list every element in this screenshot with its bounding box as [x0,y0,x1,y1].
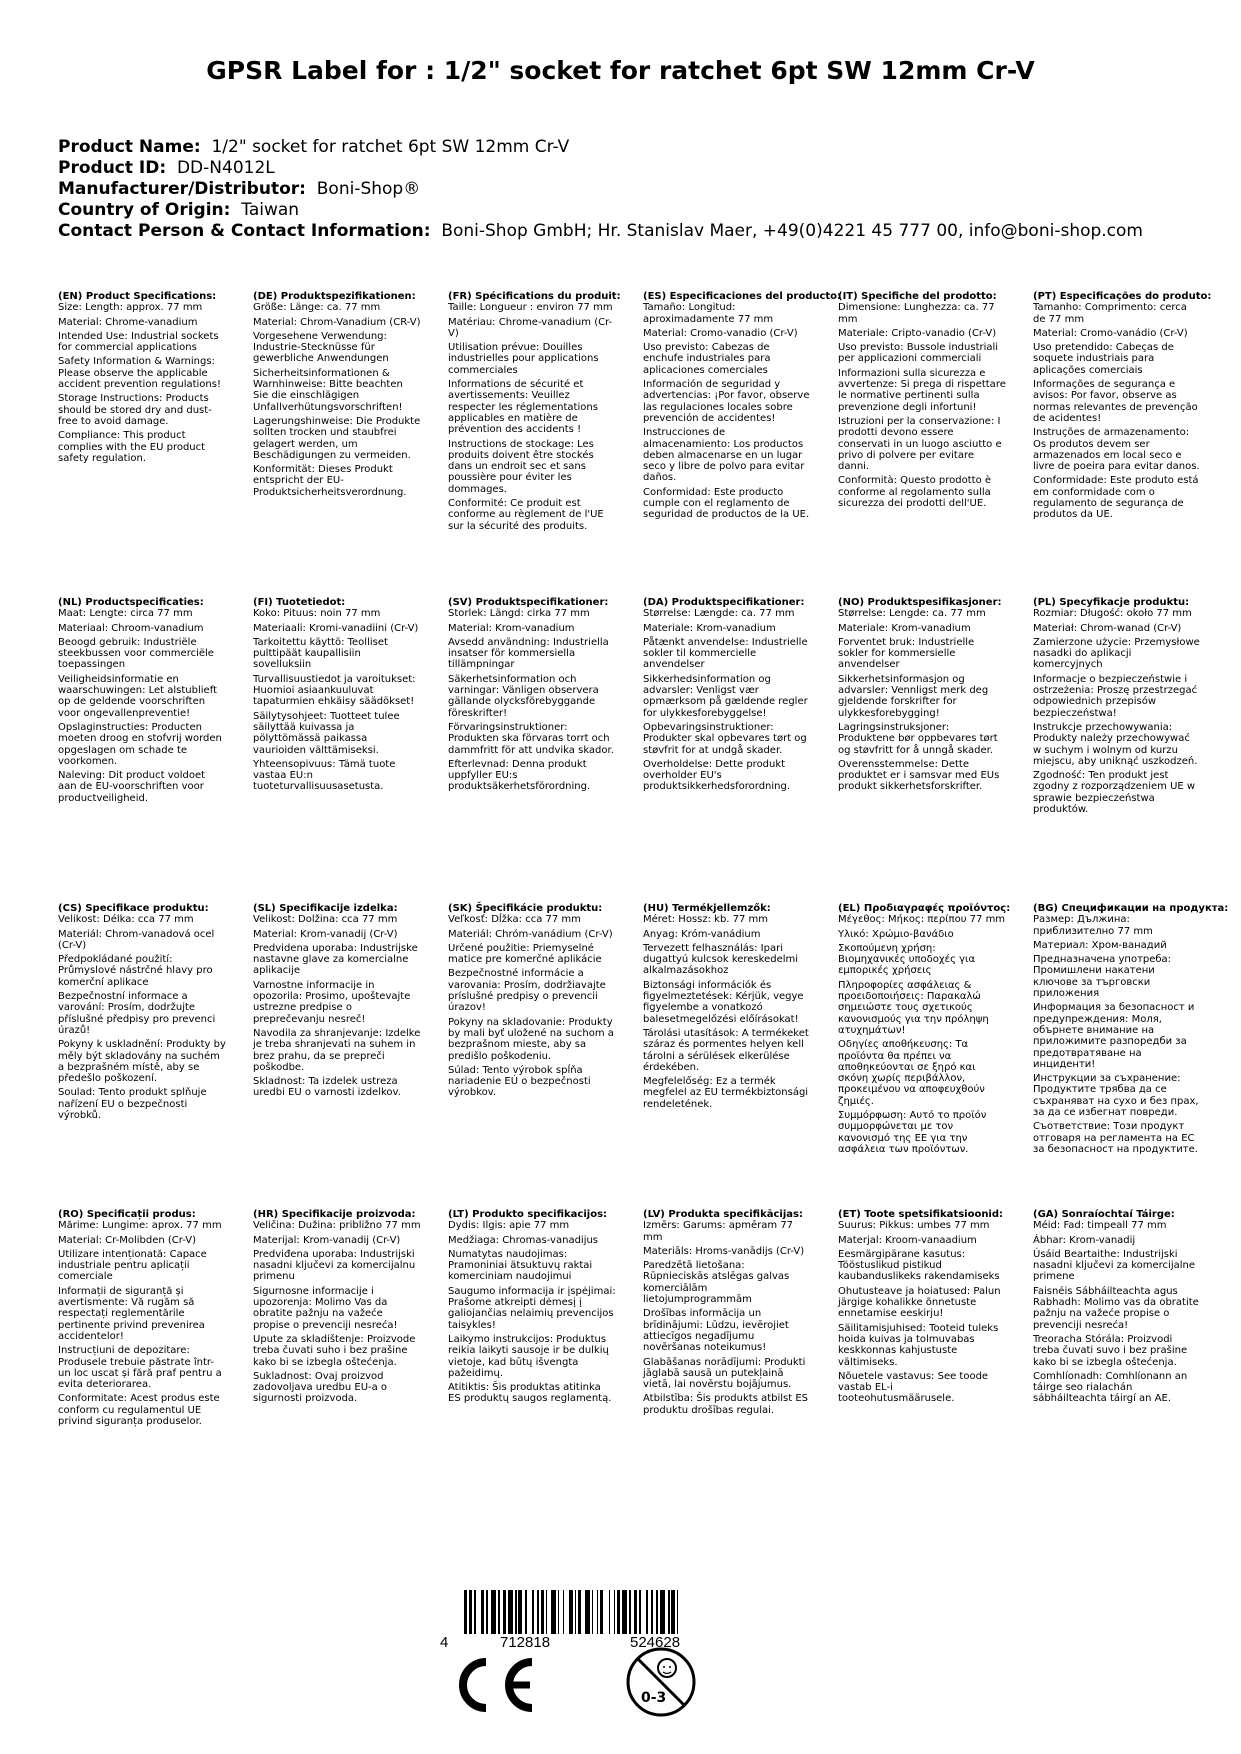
svg-text:0-3: 0-3 [641,1690,667,1706]
language-paragraph: Συμμόρφωση: Αυτό το προϊόν συμμορφώνεται με τον κανονισμό της ΕΕ για την ασφάλεια των προϊόντων. [838,1110,987,1155]
language-paragraph: Efterlevnad: Denna produkt uppfyller EU:s produktsäkerhetsförordning. [448,758,591,793]
language-paragraph: Materiale: Cripto-vanadio (Cr-V) [838,327,997,339]
ce-mark-icon [450,1656,538,1714]
barcode-bar [498,1590,500,1634]
language-paragraph: Informacje o bezpieczeństwie i ostrzeżenia: Proszę przestrzegać odpowiednich przepisów bezpieczeństwa! [1033,673,1198,719]
language-paragraph: Nõuetele vastavus: See toode vastab EL-i tooteohutusmäärusele. [838,1370,989,1405]
barcode-digit-first: 4 [440,1634,449,1651]
language-paragraph: Säkerhetsinformation och varningar: Vänligen observera gällande olycksförebyggande föreskrifter! [448,673,599,719]
barcode-bar [469,1590,472,1634]
language-paragraph: Lagerungshinweise: Die Produkte sollten trocken und staubfrei gelagert werden, um Beschädigungen zu vermeiden. [253,415,421,461]
language-paragraph: Instrukcje przechowywania: Produkty należy przechowywać w suchym i wolnym od kurzu miejscu, aby uniknąć uszkodzeń. [1033,721,1198,767]
language-block [253,903,421,1102]
language-block [58,1209,226,1430]
barcode-bar [525,1590,527,1634]
language-paragraph: Suurus: Pikkus: umbes 77 mm [838,1220,990,1232]
language-grid [58,291,1238,1491]
language-block [58,597,226,807]
language-paragraph: Material: Cromo-vanádio (Cr-V) [1033,327,1188,339]
language-paragraph: Skladnost: Ta izdelek ustreza uredbi EU o varnosti izdelkov. [253,1076,401,1099]
barcode-bar [491,1590,496,1634]
barcode-bar [634,1590,637,1634]
language-paragraph: Faisnéis Sábháilteachta agus Rabhadh: Molimo vas da obratite pažnju na važeće propise o prevenciji nesreća! [1033,1285,1199,1331]
barcode-bar [558,1590,560,1634]
language-paragraph: Určené použitie: Priemyselné matice pre komerčné aplikácie [448,942,602,966]
language-paragraph: Material: Cromo-vanadio (Cr-V) [643,327,798,339]
language-heading: (LT) Produkto specifikacijos: [448,1209,608,1220]
language-block [838,597,1006,796]
language-block [448,291,621,535]
language-block [838,1209,1006,1408]
language-paragraph: Drošības informācija un brīdinājumi: Lūdzu, ievērojiet attiecīgos negadījumu novēršanas noteikumus! [643,1308,789,1354]
language-paragraph: Numatytas naudojimas: Pramoniniai ätsuktuvų raktai komerciniam naudojimui [448,1248,593,1283]
barcode-bar [537,1590,539,1634]
language-paragraph: Conformité: Ce produit est conforme au règlement de l'UE sur la sécurité des produits. [448,498,604,532]
language-paragraph: Opslaginstructies: Producten moeten droog en stofvrij worden opgeslagen om schade te voorkomen. [58,721,222,767]
language-paragraph: Materiale: Krom-vanadium [838,622,971,634]
language-paragraph: Tamaño: Longitud: aproximadamente 77 mm [643,302,774,325]
language-paragraph: Mărime: Lungime: aprox. 77 mm [58,1220,222,1232]
barcode-bar [600,1590,603,1634]
language-heading: (FR) Spécifications du produit: [448,291,621,302]
barcode-bar [575,1590,577,1634]
language-paragraph: Informații de siguranță și avertismente: Vă rugăm să respectați reglementările pertinente privind prevenirea accidentelor! [58,1285,205,1342]
product-info-label: Product ID: [58,158,167,178]
barcode-bar [639,1590,641,1634]
language-paragraph: Predviđena uporaba: Industrijski nasadni ključevi za komercijalnu primenu [253,1248,416,1283]
language-paragraph: Informações de segurança e avisos: Por favor, observe as normas relevantes de prevenção de acidentes! [1033,379,1198,424]
language-block [1033,291,1212,524]
language-paragraph: Upute za skladištenje: Proizvode treba čuvati suho i bez prašine kako bi se izbegla oštećenja. [253,1333,416,1368]
barcode-bar [532,1590,534,1634]
language-paragraph: Säilytysohjeet: Tuotteet tulee säilyttää kuivassa ja pölyttömässä paikassa vaurioiden välttämiseksi. [253,710,400,756]
language-paragraph: Πληροφορίες ασφάλειας & προειδοποιήσεις: Παρακαλώ σημειώστε τους σχετικούς κανονισμούς για την πρόληψη ατυχημάτων! [838,979,989,1036]
product-info-row [58,200,1208,221]
language-paragraph: Storlek: Längd: cirka 77 mm [448,608,590,620]
language-paragraph: Pokyny k uskladnění: Produkty by měly být skladovány na suchém a bezprašném místě, aby se předešlo poškození. [58,1039,226,1085]
language-paragraph: Инструкции за съхранение: Продуктите трябва да се съхраняват на сухо и без прах, за да се избегнат повреди. [1033,1073,1199,1119]
product-info-row [58,179,1208,200]
language-paragraph: Istruzioni per la conservazione: I prodotti devono essere conservati in un luogo asciutto e privo di polvere per evitare danni. [838,415,1002,473]
language-paragraph: Material: Cr-Molibden (Cr-V) [58,1234,197,1246]
language-paragraph: Uso pretendido: Cabeças de soquete industriais para aplicações comerciais [1033,342,1174,376]
barcode-bar [563,1590,565,1634]
language-paragraph: Maat: Lengte: circa 77 mm [58,608,193,620]
language-paragraph: Sikkerhetsinformasjon og advarsler: Vennligst merk deg gjeldende forskrifter for ulykkesforebygging! [838,673,989,719]
barcode-digits-right: 524628 [630,1634,681,1651]
language-paragraph: Tárolási utasítások: A termékeket száraz és pormentes helyen kell tárolni a sérülések elkerülése érdekében. [643,1027,809,1073]
language-paragraph: Material: Chrome-vanadium [58,316,198,328]
language-paragraph: Velikost: Délka: cca 77 mm [58,914,194,926]
barcode-bar [578,1590,581,1634]
language-block [643,1209,811,1419]
language-paragraph: Size: Length: approx. 77 mm [58,302,203,314]
language-paragraph: Predvidena uporaba: Industrijske nastavne glave za komercialne aplikacije [253,942,418,977]
language-heading: (EN) Product Specifications: [58,291,217,302]
language-paragraph: Méret: Hossz: kb. 77 mm [643,914,769,926]
language-paragraph: Lagringsinstruksjoner: Produktene bør oppbevares tørt og støvfritt for å unngå skader. [838,721,998,756]
barcode-digits-left: 712818 [500,1634,551,1651]
language-paragraph: Pokyny na skladovanie: Produkty by mali byť uložené na suchom a bezprašnom mieste, aby sa predišlo poškodeniu. [448,1016,614,1062]
language-paragraph: Forventet bruk: Industrielle sokler for kommersielle anvendelser [838,636,975,671]
barcode-bar [609,1590,611,1634]
language-paragraph: Méid: Fad: timpeall 77 mm [1033,1220,1167,1232]
barcode-bar [585,1590,590,1634]
barcode-bar [651,1590,653,1634]
language-paragraph: Avsedd användning: Industriella insatser för kommersiella tillämpningar [448,636,609,671]
language-paragraph: Konformität: Dieses Produkt entspricht der EU-Produktsicherheitsverordnung. [253,464,407,498]
language-paragraph: Dydis: Ilgis: apie 77 mm [448,1220,570,1232]
language-paragraph: Tarkoitettu käyttö: Teolliset pulttipäät kaupallisiin sovelluksiin [253,636,388,671]
barcode-bar [518,1590,521,1634]
language-paragraph: Предназначена употреба: Промишлени накатени ключове за търговски приложения [1033,954,1172,1000]
language-block [58,903,226,1124]
language-heading: (GA) Sonraíochtaí Táirge: [1033,1209,1175,1220]
language-paragraph: Sikkerhedsinformation og advarsler: Venligst vær opmærksom på gældende regler for ulykkesforebyggelse! [643,673,808,719]
language-paragraph: Overensstemmelse: Dette produktet er i samsvar med EUs produkt sikkerhetsforskrifter. [838,758,1000,793]
language-block [1033,903,1229,1158]
language-heading: (DE) Produktspezifikationen: [253,291,416,302]
language-paragraph: Съответствие: Този продукт отговаря на регламента на ЕС за безопасност на продуктите. [1033,1121,1198,1155]
language-paragraph: Tervezett felhasználás: Ipari dugattyú kulcsok kereskedelmi alkalmazásokhoz [643,942,799,977]
language-paragraph: Taille: Longueur : environ 77 mm [448,302,613,314]
language-paragraph: Matériau: Chrome-vanadium (Cr-V) [448,316,613,339]
language-block [643,597,811,796]
language-paragraph: Medžiaga: Chromas-vanadijus [448,1234,599,1246]
page-title: GPSR Label for : 1/2" socket for ratchet 6pt SW 12mm Cr-V [206,56,1035,85]
not-for-children-0-3-icon [625,1646,697,1718]
barcode-bar [592,1590,594,1634]
language-paragraph: Conformidade: Este produto está em conformidade com o regulamento de segurança de produtos da UE. [1033,475,1199,521]
language-paragraph: Dimensione: Lunghezza: ca. 77 mm [838,302,995,325]
barcode-bar [464,1590,467,1634]
language-paragraph: Treoracha Stórála: Proizvodi treba čuvati suvo i bez prašine kako bi se izbegla oštećenja. [1033,1333,1188,1368]
language-paragraph: Safety Information & Warnings: Please observe the applicable accident prevention regulations! [58,356,221,391]
language-block [58,291,226,467]
product-info-row [58,137,1208,158]
language-paragraph: Material: Krom-vanadium [448,622,575,634]
language-paragraph: Compliance: This product complies with the EU product safety regulation. [58,430,206,464]
language-heading: (EL) Προδιαγραφές προϊόντος: [838,903,1011,914]
language-paragraph: Navodila za shranjevanje: Izdelke je treba shranjevati na suhem in brez prahu, da se prepreči poškodbe. [253,1027,421,1073]
product-info-label: Country of Origin: [58,200,231,220]
language-paragraph: Laikymo instrukcijos: Produktus reikia laikyti sausoje ir be dulkių vietoje, kad būtų išvengta pažeidimų. [448,1333,609,1379]
language-block [643,291,842,524]
language-paragraph: Материал: Хром-ванадий [1033,939,1167,951]
language-paragraph: Sukladnost: Ovaj proizvod zadovoljava uredbu EU-a o sigurnosti proizvoda. [253,1370,388,1405]
language-paragraph: Materiał: Chrom-wanad (Cr-V) [1033,622,1182,634]
product-info-value: Taiwan [241,200,300,220]
language-heading: (NL) Productspecificaties: [58,597,204,608]
language-block [1033,597,1201,818]
language-heading: (SK) Špecifikácie produktu: [448,903,603,914]
language-paragraph: Veľkosť: Dĺžka: cca 77 mm [448,914,581,926]
barcode-bar [622,1590,627,1634]
language-paragraph: Material: Chrom-Vanadium (CR-V) [253,316,421,328]
language-paragraph: Zgodność: Ten produkt jest zgodny z rozporządzeniem UE w sprawie bezpieczeństwa produktów. [1033,770,1196,816]
language-paragraph: Storage Instructions: Products should be stored dry and dust-free to avoid damage. [58,393,212,427]
language-paragraph: Eesmärgipärane kasutus: Tööstuslikud pistikud kaubanduslikeks rakendamiseks [838,1248,1000,1283]
language-paragraph: Størrelse: Lengde: ca. 77 mm [838,608,986,620]
language-paragraph: Tamanho: Comprimento: cerca de 77 mm [1033,302,1187,325]
barcode-bar [614,1590,616,1634]
product-info-label: Contact Person & Contact Information: [58,221,431,241]
language-paragraph: Turvallisuustiedot ja varoitukset: Huomioi asiaankuuluvat tapaturmien ehkäisy säädökset! [253,673,416,708]
product-info [58,137,1208,242]
language-block [253,291,421,501]
language-paragraph: Størrelse: Længde: ca. 77 mm [643,608,795,620]
barcode-bar [656,1590,658,1634]
language-paragraph: Vorgesehene Verwendung: Industrie-Stecknüsse für gewerbliche Anwendungen [253,330,389,365]
barcode-bar [569,1590,572,1634]
language-paragraph: Información de seguridad y advertencias: ¡Por favor, observe las regulaciones locales sobre prevención de accidentes! [643,379,810,424]
barcode-bar [597,1590,599,1634]
language-paragraph: Yhteensopivuus: Tämä tuote vastaa EU:n tuoteturvallisuusasetusta. [253,758,396,793]
barcode-bar [660,1590,665,1634]
barcode-bar [551,1590,556,1634]
language-paragraph: Veličina: Dužina: približno 77 mm [253,1220,421,1232]
language-block [643,903,811,1113]
barcode-bar [668,1590,670,1634]
language-block [448,597,616,796]
language-paragraph: Paredzētā lietošana: Rūpnieciskās atslēgas galvas komerciālām lietojumprogrammām [643,1260,790,1306]
language-block [253,1209,421,1408]
barcode-bar [546,1590,548,1634]
product-info-value: Boni-Shop GmbH; Hr. Stanislav Maer, +49(0)4221 45 777 00, info@boni-shop.com [441,221,1143,241]
language-paragraph: Instrucțiuni de depozitare: Produsele trebuie păstrate într-un loc uscat și fără praf pentru a evita deteriorarea. [58,1345,222,1391]
language-paragraph: Overholdelse: Dette produkt overholder EU's produktsikkerhedsforordning. [643,758,791,793]
language-heading: (NO) Produktspesifikasjoner: [838,597,1002,608]
barcode-bar [503,1590,506,1634]
product-info-value: 1/2" socket for ratchet 6pt SW 12mm Cr-V [211,137,570,157]
product-info-row [58,221,1208,242]
language-paragraph: Koko: Pituus: noin 77 mm [253,608,381,620]
language-paragraph: Säilitamisjuhised: Tooteid tuleks hoida kuivas ja tolmuvabas keskkonnas kahjustuste vältimiseks. [838,1322,999,1368]
language-paragraph: Размер: Дължина: приблизително 77 mm [1033,914,1153,937]
language-paragraph: Materjal: Kroom-vanaadium [838,1234,977,1246]
barcode-bar [541,1590,544,1634]
language-heading: (SV) Produktspecifikationer: [448,597,609,608]
barcode-bar [617,1590,620,1634]
language-paragraph: Größe: Länge: ca. 77 mm [253,302,381,314]
product-info-label: Product Name: [58,137,201,157]
barcode-bar [629,1590,631,1634]
barcode-bar [515,1590,517,1634]
language-paragraph: Zamierzone użycie: Przemysłowe nasadki do aplikacji komercyjnych [1033,636,1200,671]
language-paragraph: Materijal: Krom-vanadij (Cr-V) [253,1234,401,1246]
language-paragraph: Materiál: Chróm-vanádium (Cr-V) [448,928,613,940]
language-paragraph: Úsáid Beartaithe: Industrijski nasadni ključevi za komercijalne primene [1033,1248,1196,1283]
language-heading: (IT) Specifiche del prodotto: [838,291,997,302]
language-paragraph: Bezpečnostní informace a varování: Prosím, dodržujte příslušné předpisy pro prevenci úrazů! [58,991,216,1036]
language-paragraph: Rozmiar: Długość: około 77 mm [1033,608,1192,620]
barcode-bar [486,1590,488,1634]
language-paragraph: Materiaal: Chroom-vanadium [58,622,204,634]
language-heading: (DA) Produktspecifikationer: [643,597,805,608]
language-paragraph: Anyag: Króm-vanádium [643,928,761,940]
language-paragraph: Utilisation prévue: Douilles industrielles pour applications commerciales [448,342,599,376]
language-paragraph: Instructions de stockage: Les produits doivent être stockés dans un endroit sec et sans poussière pour éviter les dommages. [448,438,594,495]
language-paragraph: Soulad: Tento produkt splňuje nařízení EU o bezpečnosti výrobků. [58,1087,207,1122]
language-paragraph: Σκοπούμενη χρήση: Βιομηχανικές υποδοχές για εμπορικές χρήσεις [838,942,976,977]
language-paragraph: Conformità: Questo prodotto è conforme al regolamento sulla sicurezza dei prodotti dell'UE. [838,475,992,510]
language-heading: (HR) Specifikacije proizvoda: [253,1209,416,1220]
language-heading: (SL) Specifikacije izdelka: [253,903,398,914]
product-info-label: Manufacturer/Distributor: [58,179,306,199]
language-paragraph: Izmērs: Garums: apmēram 77 mm [643,1220,794,1243]
language-paragraph: Intended Use: Industrial sockets for commercial applications [58,330,219,354]
language-paragraph: Comhlíonadh: Comhlíonann an táirge seo rialachán sábháilteachta táirgí an AE. [1033,1370,1188,1405]
language-paragraph: Materiāls: Hroms-vanādijs (Cr-V) [643,1245,805,1257]
language-paragraph: Materiale: Krom-vanadium [643,622,776,634]
language-paragraph: Conformitate: Acest produs este conform cu regulamentul UE privind siguranța produselor. [58,1393,220,1428]
language-paragraph: Uso previsto: Cabezas de enchufe industriales para aplicaciones comerciales [643,342,771,376]
language-heading: (LV) Produkta specifikācijas: [643,1209,803,1220]
language-heading: (RO) Specificații produs: [58,1209,196,1220]
language-paragraph: Předpokládané použití: Průmyslové nástrčné hlavy pro komerční aplikace [58,954,213,988]
language-paragraph: Informations de sécurité et avertissements: Veuillez respecter les réglementations applicables en matière de prévention des accidents ! [448,379,598,436]
language-paragraph: Varnostne informacije in opozorila: Prosimo, upoštevajte ustrezne predpise o preprečevanju nesreč! [253,979,411,1025]
language-paragraph: Υλικό: Χρώμιο-βανάδιο [838,928,954,940]
language-paragraph: Atitiktis: Šis produktas atitinka ES produktų saugos reglamentą. [448,1382,612,1405]
language-heading: (PT) Especificações do produto: [1033,291,1212,302]
language-paragraph: Beoogd gebruik: Industriële steekbussen voor commerciële toepassingen [58,636,214,671]
language-block [253,597,421,796]
language-paragraph: Glabāšanas norādījumi: Produkti jāglabā sausā un putekļainā vietā, lai novērstu bojājumus. [643,1356,806,1391]
language-heading: (CS) Specifikace produktu: [58,903,209,914]
language-block [448,1209,616,1408]
language-paragraph: Velikost: Dolžina: cca 77 mm [253,914,398,926]
language-paragraph: Påtænkt anvendelse: Industrielle sokler til kommercielle anvendelser [643,636,808,671]
language-block [838,291,1006,512]
barcode-bar [508,1590,513,1634]
language-paragraph: Ohutusteave ja hoiatused: Palun järgige kohalikke õnnetuste ennetamise eeskirju! [838,1285,1001,1320]
language-paragraph: Μέγεθος: Μήκος: περίπου 77 mm [838,914,1006,926]
language-paragraph: Instruções de armazenamento: Os produtos devem ser armazenados em local seco e livre de poeira para evitar danos. [1033,427,1200,473]
language-paragraph: Veiligheidsinformatie en waarschuwingen: Let alstublieft op de geldende voorschriften voor ongevallenpreventie! [58,673,217,719]
language-paragraph: Ábhar: Krom-vanadij [1033,1234,1136,1246]
language-paragraph: Förvaringsinstruktioner: Produkten ska förvaras torrt och dammfritt för att undvika skador. [448,721,614,756]
language-heading: (FI) Tuotetiedot: [253,597,346,608]
language-paragraph: Saugumo informacija ir įspėjimai: Prašome atkreipti dėmesį į galiojančias nelaimių prevencijos taisykles! [448,1285,616,1331]
product-info-row [58,158,1208,179]
language-paragraph: Naleving: Dit product voldoet aan de EU-voorschriften voor productveiligheid. [58,770,206,804]
language-paragraph: Sigurnosne informacije i upozorenja: Molimo Vas da obratite pažnju na važeće propise o prevenciji nesreća! [253,1285,398,1331]
language-paragraph: Materiaali: Kromi-vanadiini (Cr-V) [253,622,419,634]
language-paragraph: Uso previsto: Bussole industriali per applicazioni commerciali [838,342,999,365]
language-paragraph: Bezpečnostné informácie a varovania: Prosím, dodržiavajte príslušné predpisy o prevencii úrazov! [448,968,606,1014]
barcode-bar [481,1590,484,1634]
language-block [838,903,1011,1158]
language-paragraph: Opbevaringsinstruktioner: Produkter skal opbevares tørt og støvfrit for at undgå skader. [643,721,807,756]
language-paragraph: Materiál: Chrom-vanadová ocel (Cr-V) [58,928,215,951]
language-heading: (PL) Specyfikacje produktu: [1033,597,1190,608]
language-paragraph: Atbilstība: Šis produkts atbilst ES produktu drošības regulai. [643,1393,809,1416]
language-paragraph: Biztonsági információk és figyelmeztetések: Kérjük, vegye figyelembe a vonatkozó balesetmegelőzési előírásokat! [643,979,804,1025]
barcode-bars [464,1590,734,1634]
language-paragraph: Súlad: Tento výrobok spĺňa nariadenie EÚ o bezpečnosti výrobkov. [448,1064,591,1099]
language-heading: (HU) Termékjellemzők: [643,903,771,914]
language-heading: (ET) Toote spetsifikatsioonid: [838,1209,1004,1220]
language-block [1033,1209,1201,1408]
language-paragraph: Utilizare intenționată: Capace industriale pentru aplicații comerciale [58,1248,207,1283]
product-info-value: DD-N4012L [176,158,275,178]
language-paragraph: Sicherheitsinformationen & Warnhinweise: Bitte beachten Sie die einschlägigen Unfallverhütungsvorschriften! [253,367,403,413]
barcode-bar [474,1590,476,1634]
product-info-value: Boni-Shop® [316,179,421,199]
language-paragraph: Material: Krom-vanadij (Cr-V) [253,928,398,940]
language-block [448,903,616,1102]
language-paragraph: Instrucciones de almacenamiento: Los productos deben almacenarse en un lugar seco y libre de polvo para evitar daños. [643,427,805,484]
language-heading: (BG) Спецификации на продукта: [1033,903,1229,914]
language-paragraph: Информация за безопасност и предупреждения: Моля, обърнете внимание на приложимите разпоредби за предотвратяване на инциденти! [1033,1002,1195,1070]
barcode-bar [646,1590,648,1634]
language-paragraph: Conformidad: Este producto cumple con el reglamento de seguridad de productos de la UE. [643,486,810,521]
language-heading: (ES) Especificaciones del producto: [643,291,842,302]
language-paragraph: Megfelelőség: Ez a termék megfelel az EU termékbiztonsági rendeletének. [643,1076,809,1110]
language-paragraph: Informazioni sulla sicurezza e avvertenze: Si prega di rispettare le normative pertinenti sulla prevenzione degli infortuni! [838,367,1006,413]
language-paragraph: Οδηγίες αποθήκευσης: Τα προϊόντα θα πρέπει να αποθηκεύονται σε ξηρό και σκόνη χωρίς περιβάλλον, προκειμένου να αποφευχθούν ζημιές. [838,1039,985,1107]
barcode-bar [671,1590,674,1634]
barcode-bar [677,1590,679,1634]
